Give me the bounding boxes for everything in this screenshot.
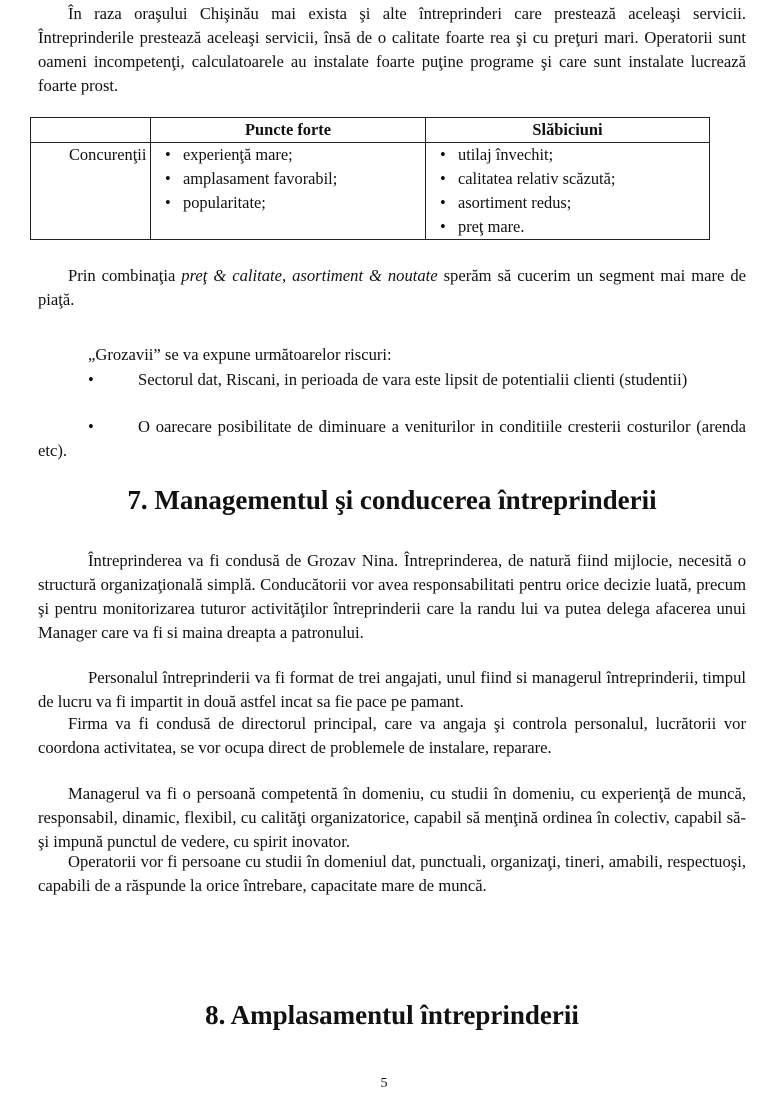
- bullet-icon: •: [88, 417, 94, 436]
- page-number: 5: [380, 1076, 388, 1091]
- weaknesses-header: Slăbiciuni: [426, 118, 710, 143]
- competitors-table: [30, 117, 710, 240]
- risks-intro: „Grozavii” se va expune următoarelor riscuri:: [88, 345, 392, 364]
- table-list-item: • utilaj învechit;: [458, 143, 703, 167]
- table-list-item: • popularitate;: [183, 191, 419, 215]
- table-list-item: • amplasament favorabil;: [183, 167, 419, 191]
- strengths-header: Puncte forte: [151, 118, 426, 143]
- table-list-item: • experienţă mare;: [183, 143, 419, 167]
- risk-item: • Sectorul dat, Riscani, in perioada de vara este lipsit de potentialii clienti (studentii): [38, 368, 746, 392]
- section-7-paragraph: Personalul întreprinderii va fi format de trei angajati, unul fiind si managerul întreprinderii, timpul de lucru va fi impartit in două astfel incat sa fie pace pe pamant.: [38, 668, 746, 711]
- bullet-icon: •: [88, 370, 94, 389]
- section-7-paragraph: Managerul va fi o persoană competentă în domeniu, cu studii în domeniu, cu experienţă de muncă, responsabil, dinamic, flexibil, cu calităţi organizatorice, capabil să menţină ordinea în colectiv, capabil să-şi impună punctul de vedere, cu spirit inovator.: [38, 784, 746, 851]
- combination-paragraph: Prin combinaţia preţ & calitate, asortiment & noutate sperăm să cucerim un segment mai mare de piaţă.: [38, 266, 747, 309]
- section-7-paragraph: Întreprinderea va fi condusă de Grozav Nina. Întreprinderea, de natură fiind mijlocie, necesită o structură organizaţională simplă. Conducătorii vor avea responsabilitati pentru orice decizie luată, precum şi pentru monitorizarea tuturor activităţilor întreprinderii care la randu lui va putea delega afacerea unui Manager care va fi si maina dreapta a patronului.: [38, 551, 746, 642]
- section-7-heading: 7. Managementul şi conducerea întreprinderii: [127, 485, 657, 515]
- strengths-cell: [151, 143, 426, 240]
- table-list-item: • preţ mare.: [458, 215, 703, 239]
- risk-item: • O oarecare posibilitate de diminuare a veniturilor in conditiile cresterii costurilor (arenda etc).: [38, 417, 746, 460]
- competitors-row-label: Concurenţii: [31, 143, 151, 240]
- table-list-item: • asortiment redus;: [458, 191, 703, 215]
- strengths-list: [157, 143, 419, 215]
- combination-emphasis: preţ & calitate, asortiment & noutate: [181, 266, 438, 285]
- intro-paragraph: În raza oraşului Chişinău mai exista şi alte întreprinderi care prestează aceleaşi servicii. Întreprinderile prestează aceleaşi servicii, însă de o calitate foarte rea şi cu preţuri mari. Operatorii sunt oameni incompetenţi, calculatoarele au instalate foarte puţine programe şi care sunt instalate lucrează foarte prost.: [38, 4, 746, 95]
- section-7-paragraph: Firma va fi condusă de directorul principal, care va angaja şi controla personalul, lucrătorii vor coordona activitatea, se vor ocupa direct de problemele de instalare, reparare.: [38, 714, 746, 757]
- table-corner-cell: [31, 118, 151, 143]
- table-list-item: • calitatea relativ scăzută;: [458, 167, 703, 191]
- weaknesses-cell: [426, 143, 710, 240]
- weaknesses-list: [432, 143, 703, 239]
- section-8-heading: 8. Amplasamentul întreprinderii: [205, 1000, 579, 1030]
- section-7-paragraph: Operatorii vor fi persoane cu studii în domeniul dat, punctuali, organizaţi, tineri, amabili, respectuoşi, capabili de a răspunde la orice întrebare, capacitate mare de muncă.: [38, 852, 746, 895]
